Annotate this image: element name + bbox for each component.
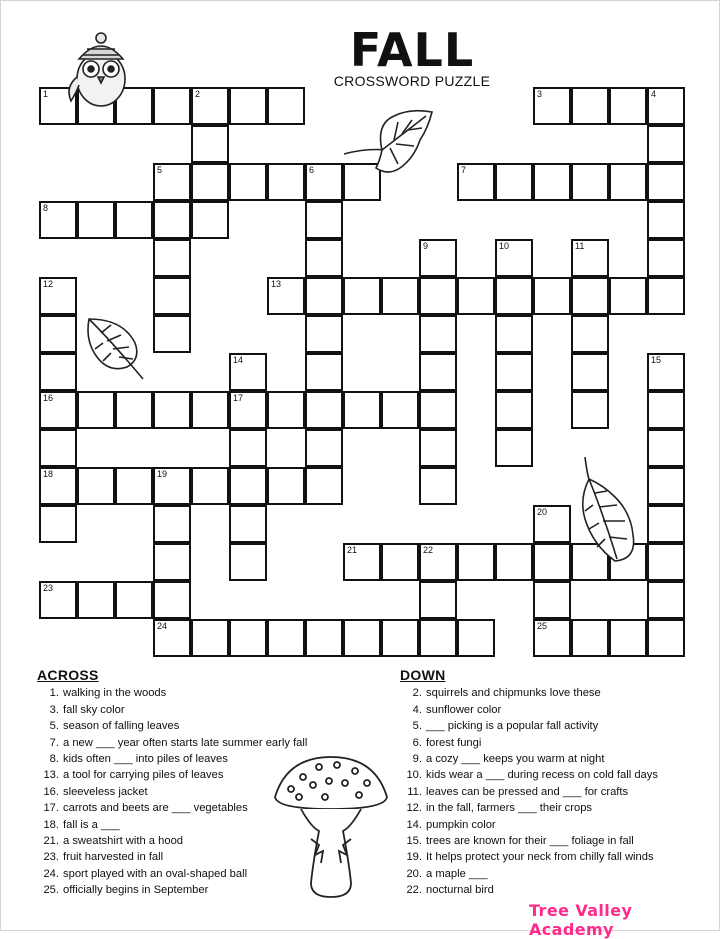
clue-item: 11. leaves can be pressed and ___ for crafts: [407, 785, 629, 798]
grid-cell[interactable]: [305, 429, 343, 467]
clue-number: 8: [43, 203, 49, 213]
grid-cell[interactable]: [305, 353, 343, 391]
grid-cell[interactable]: [305, 239, 343, 277]
grid-cell[interactable]: [495, 543, 533, 581]
grid-cell[interactable]: [533, 87, 571, 125]
grid-cell[interactable]: [571, 391, 609, 429]
grid-cell[interactable]: [115, 467, 153, 505]
grid-cell[interactable]: [305, 315, 343, 353]
grid-cell[interactable]: [153, 391, 191, 429]
clue-number: 21: [347, 545, 358, 555]
clue-item: 24. sport played with an oval-shaped ball: [43, 867, 248, 880]
grid-cell[interactable]: [191, 467, 229, 505]
clue-number: 16: [43, 393, 54, 403]
grid-cell[interactable]: [191, 619, 229, 657]
clue-item: 12. in the fall, farmers ___ their crops: [406, 802, 593, 815]
across-list: [37, 685, 337, 898]
clue-item: 23. fruit harvested in fall: [43, 851, 164, 864]
page-title: FALL: [349, 23, 475, 77]
grid-cell[interactable]: [609, 163, 647, 201]
grid-cell[interactable]: [647, 239, 685, 277]
grid-cell[interactable]: [267, 163, 305, 201]
grid-cell[interactable]: [115, 581, 153, 619]
grid-cell[interactable]: [153, 277, 191, 315]
grid-cell[interactable]: [419, 353, 457, 391]
grid-cell[interactable]: [191, 125, 229, 163]
grid-cell[interactable]: [153, 543, 191, 581]
clue-item: 4. sunflower color: [412, 703, 502, 716]
grid-cell[interactable]: [153, 87, 191, 125]
grid-cell[interactable]: [343, 619, 381, 657]
grid-cell[interactable]: [647, 125, 685, 163]
clue-number: 17: [233, 393, 244, 403]
grid-cell[interactable]: [229, 87, 267, 125]
grid-cell[interactable]: [191, 391, 229, 429]
grid-cell[interactable]: [533, 581, 571, 619]
grid-cell[interactable]: [39, 391, 77, 429]
clue-item: 18. fall is a ___: [43, 818, 120, 831]
grid-cell[interactable]: [229, 163, 267, 201]
grid-cell[interactable]: [39, 429, 77, 467]
grid-cell[interactable]: [419, 467, 457, 505]
grid-cell[interactable]: [533, 505, 571, 543]
grid-cell[interactable]: [495, 353, 533, 391]
clue-number: 6: [309, 165, 315, 175]
grid-cell[interactable]: [419, 391, 457, 429]
clue-number: 12: [43, 279, 54, 289]
grid-cell[interactable]: [533, 277, 571, 315]
across-clues: [37, 667, 337, 899]
grid-cell[interactable]: [115, 201, 153, 239]
grid-cell[interactable]: [457, 163, 495, 201]
grid-cell[interactable]: [647, 353, 685, 391]
grid-cell[interactable]: [495, 391, 533, 429]
clue-item: 17. carrots and beets are ___ vegetables: [43, 802, 248, 815]
clue-item: 3. fall sky color: [49, 703, 125, 716]
clue-item: 16. sleeveless jacket: [43, 785, 148, 798]
grid-cell[interactable]: [39, 505, 77, 543]
grid-cell[interactable]: [419, 315, 457, 353]
grid-cell[interactable]: [39, 201, 77, 239]
clue-number: 22: [423, 545, 434, 555]
grid-cell[interactable]: [39, 353, 77, 391]
grid-cell[interactable]: [39, 277, 77, 315]
grid-cell[interactable]: [191, 163, 229, 201]
grid-cell[interactable]: [647, 87, 685, 125]
grid-cell[interactable]: [495, 277, 533, 315]
grid-cell[interactable]: [495, 315, 533, 353]
clue-number: 9: [423, 241, 429, 251]
grid-cell[interactable]: [571, 87, 609, 125]
grid-cell[interactable]: [153, 239, 191, 277]
grid-cell[interactable]: [533, 619, 571, 657]
grid-cell[interactable]: [153, 581, 191, 619]
grid-cell[interactable]: [267, 467, 305, 505]
grid-cell[interactable]: [39, 467, 77, 505]
grid-cell[interactable]: [153, 163, 191, 201]
grid-cell[interactable]: [77, 467, 115, 505]
owl-icon: [61, 31, 141, 109]
grid-cell[interactable]: [267, 619, 305, 657]
grid-cell[interactable]: [381, 619, 419, 657]
grid-cell[interactable]: [533, 163, 571, 201]
clue-number: 13: [271, 279, 282, 289]
grid-cell[interactable]: [343, 277, 381, 315]
grid-cell[interactable]: [153, 619, 191, 657]
grid-cell[interactable]: [267, 277, 305, 315]
grid-cell[interactable]: [229, 543, 267, 581]
clue-item: 2. squirrels and chipmunks love these: [412, 687, 601, 700]
grid-cell[interactable]: [229, 505, 267, 543]
grid-cell[interactable]: [39, 581, 77, 619]
clue-number: 10: [499, 241, 510, 251]
grid-cell[interactable]: [647, 429, 685, 467]
grid-cell[interactable]: [495, 429, 533, 467]
grid-cell[interactable]: [191, 87, 229, 125]
grid-cell[interactable]: [571, 163, 609, 201]
grid-cell[interactable]: [419, 619, 457, 657]
grid-cell[interactable]: [305, 619, 343, 657]
grid-cell[interactable]: [419, 277, 457, 315]
grid-cell[interactable]: [647, 163, 685, 201]
grid-cell[interactable]: [229, 391, 267, 429]
clue-number: 2: [195, 89, 201, 99]
down-list: [400, 685, 710, 898]
clue-item: 10. kids wear a ___ during recess on cold fall days: [406, 769, 658, 782]
grid-cell[interactable]: [305, 201, 343, 239]
down-heading: DOWN: [400, 667, 446, 683]
grid-cell[interactable]: [381, 543, 419, 581]
clue-item: 9. a cozy ___ keeps you warm at night: [412, 753, 605, 766]
grid-cell[interactable]: [115, 391, 153, 429]
leaf-icon: [83, 313, 149, 383]
grid-cell[interactable]: [457, 619, 495, 657]
grid-cell[interactable]: [229, 353, 267, 391]
clue-number: 4: [651, 89, 657, 99]
clue-number: 3: [537, 89, 543, 99]
leaf-icon: [336, 106, 446, 181]
clue-item: 5. season of falling leaves: [49, 720, 180, 733]
grid-cell[interactable]: [609, 87, 647, 125]
clue-item: 25. officially begins in September: [43, 884, 209, 897]
clue-number: 18: [43, 469, 54, 479]
grid-cell[interactable]: [267, 87, 305, 125]
grid-cell[interactable]: [495, 239, 533, 277]
clue-number: 24: [157, 621, 168, 631]
clue-item: 6. forest fungi: [412, 736, 482, 749]
grid-cell[interactable]: [571, 619, 609, 657]
grid-cell[interactable]: [305, 391, 343, 429]
clue-number: 11: [575, 241, 585, 251]
grid-cell[interactable]: [647, 277, 685, 315]
grid-cell[interactable]: [77, 581, 115, 619]
clue-item: 13. a tool for carrying piles of leaves: [43, 769, 224, 782]
clue-item: 14. pumpkin color: [406, 818, 496, 831]
grid-cell[interactable]: [571, 239, 609, 277]
clue-number: 19: [157, 469, 168, 479]
grid-cell[interactable]: [381, 391, 419, 429]
grid-cell[interactable]: [647, 201, 685, 239]
clue-item: 15. trees are known for their ___ foliage in fall: [406, 835, 634, 848]
clue-number: 5: [157, 165, 163, 175]
grid-cell[interactable]: [305, 277, 343, 315]
grid-cell[interactable]: [153, 505, 191, 543]
clue-number: 25: [537, 621, 548, 631]
clue-item: 21. a sweatshirt with a hood: [43, 835, 184, 848]
grid-cell[interactable]: [343, 391, 381, 429]
grid-cell[interactable]: [457, 277, 495, 315]
clue-number: 14: [233, 355, 244, 365]
grid-cell[interactable]: [609, 619, 647, 657]
grid-cell[interactable]: [305, 467, 343, 505]
grid-cell[interactable]: [609, 277, 647, 315]
grid-cell[interactable]: [533, 543, 571, 581]
clue-number: 15: [651, 355, 662, 365]
grid-cell[interactable]: [229, 467, 267, 505]
grid-cell[interactable]: [419, 239, 457, 277]
page-subtitle: CROSSWORD PUZZLE: [333, 73, 491, 89]
grid-cell[interactable]: [647, 619, 685, 657]
grid-cell[interactable]: [457, 543, 495, 581]
grid-cell[interactable]: [77, 201, 115, 239]
clue-number: 1: [43, 89, 49, 99]
clue-item: 19. It helps protect your neck from chilly fall winds: [406, 851, 654, 864]
brand-footer: Tree Valley Academy: [529, 901, 633, 939]
grid-cell[interactable]: [153, 467, 191, 505]
down-clues: [400, 667, 710, 899]
grid-cell[interactable]: [191, 201, 229, 239]
clue-item: 20. a maple ___: [406, 867, 488, 880]
grid-cell[interactable]: [153, 315, 191, 353]
clue-item: 8. kids often ___ into piles of leaves: [49, 753, 228, 766]
grid-cell[interactable]: [571, 315, 609, 353]
clue-item: 7. a new ___ year often starts late summer early fall: [49, 736, 308, 749]
grid-cell[interactable]: [647, 467, 685, 505]
grid-cell[interactable]: [153, 201, 191, 239]
grid-cell[interactable]: [647, 391, 685, 429]
across-heading: ACROSS: [37, 667, 99, 683]
leaf-icon: [575, 453, 641, 571]
grid-cell[interactable]: [77, 391, 115, 429]
clue-number: 20: [537, 507, 548, 517]
grid-cell[interactable]: [647, 581, 685, 619]
grid-cell[interactable]: [229, 429, 267, 467]
grid-cell[interactable]: [229, 619, 267, 657]
grid-cell[interactable]: [419, 429, 457, 467]
grid-cell[interactable]: [571, 277, 609, 315]
grid-cell[interactable]: [343, 543, 381, 581]
grid-cell[interactable]: [495, 163, 533, 201]
grid-cell[interactable]: [419, 581, 457, 619]
clue-number: 23: [43, 583, 54, 593]
grid-cell[interactable]: [571, 353, 609, 391]
clue-number: 7: [461, 165, 467, 175]
grid-cell[interactable]: [39, 315, 77, 353]
clue-item: 22. nocturnal bird: [406, 884, 494, 897]
grid-cell[interactable]: [267, 391, 305, 429]
grid-cell[interactable]: [381, 277, 419, 315]
clue-item: 5. ___ picking is a popular fall activity: [412, 720, 599, 733]
grid-cell[interactable]: [419, 543, 457, 581]
clue-item: 1. walking in the woods: [49, 687, 167, 700]
grid-cell[interactable]: [647, 543, 685, 581]
grid-cell[interactable]: [647, 505, 685, 543]
